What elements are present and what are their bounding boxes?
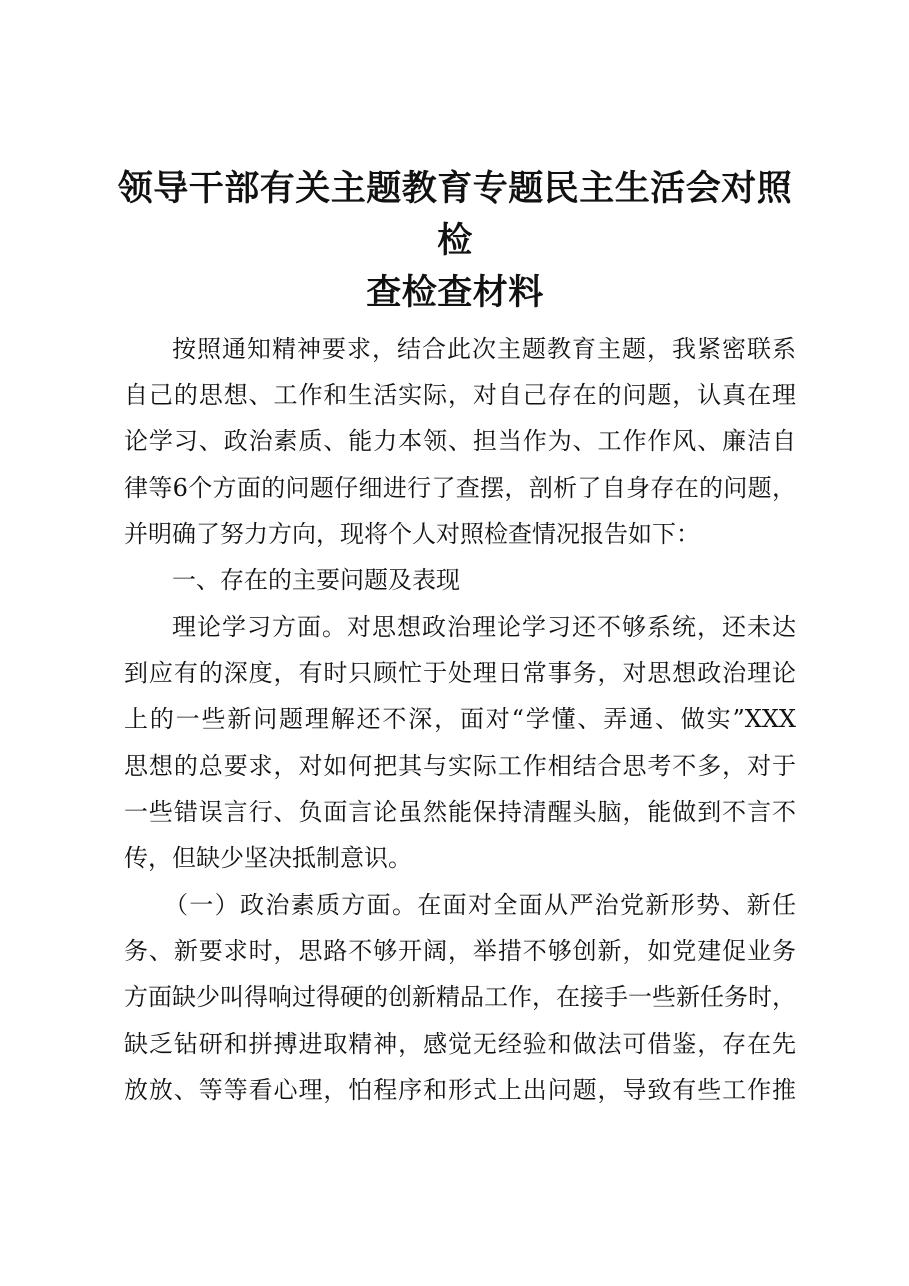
title-line-2: 查检查材料 — [366, 272, 544, 313]
document-title — [110, 163, 800, 319]
body-line: 方面缺少叫得响过得硬的创新精品工作，在接手一些新任务时， — [124, 983, 796, 1011]
body-line: 到应有的深度，有时只顾忙于处理日常事务，对思想政治理论 — [124, 659, 796, 687]
body-line: 论学习、政治素质、能力本领、担当作为、工作作风、廉洁自 — [124, 427, 796, 455]
body-line: 自己的思想、工作和生活实际，对自己存在的问题，认真在理 — [124, 381, 796, 409]
body-line: 并明确了努力方向，现将个人对照检查情况报告如下： — [124, 520, 700, 548]
body-line: 按照通知精神要求，结合此次主题教育主题，我紧密联系 — [172, 335, 796, 363]
body-line: 一些错误言行、负面言论虽然能保持清醒头脑，能做到不言不 — [124, 798, 796, 826]
body-line: 律等6个方面的问题仔细进行了查摆，剖析了自身存在的问题， — [124, 474, 796, 502]
body-line: 思想的总要求，对如何把其与实际工作相结合思考不多，对于 — [124, 752, 796, 780]
section-heading: 一、存在的主要问题及表现 — [172, 566, 460, 594]
body-line: 放放、等等看心理，怕程序和形式上出问题，导致有些工作推 — [124, 1076, 796, 1104]
body-line: 传，但缺少坚决抵制意识。 — [124, 844, 412, 872]
body-line: 理论学习方面。对思想政治理论学习还不够系统，还未达 — [172, 613, 796, 641]
body-line: 缺乏钻研和拼搏进取精神，感觉无经验和做法可借鉴，存在先 — [124, 1030, 796, 1058]
body-line: 上的一些新问题理解还不深，面对“学懂、弄通、做实”XXX — [124, 705, 796, 733]
body-line: （一）政治素质方面。在面对全面从严治党新形势、新任 — [164, 891, 796, 919]
body-line: 务、新要求时，思路不够开阔，举措不够创新，如党建促业务 — [124, 937, 796, 965]
title-line-1: 领导干部有关主题教育专题民主生活会对照检 — [117, 168, 793, 261]
